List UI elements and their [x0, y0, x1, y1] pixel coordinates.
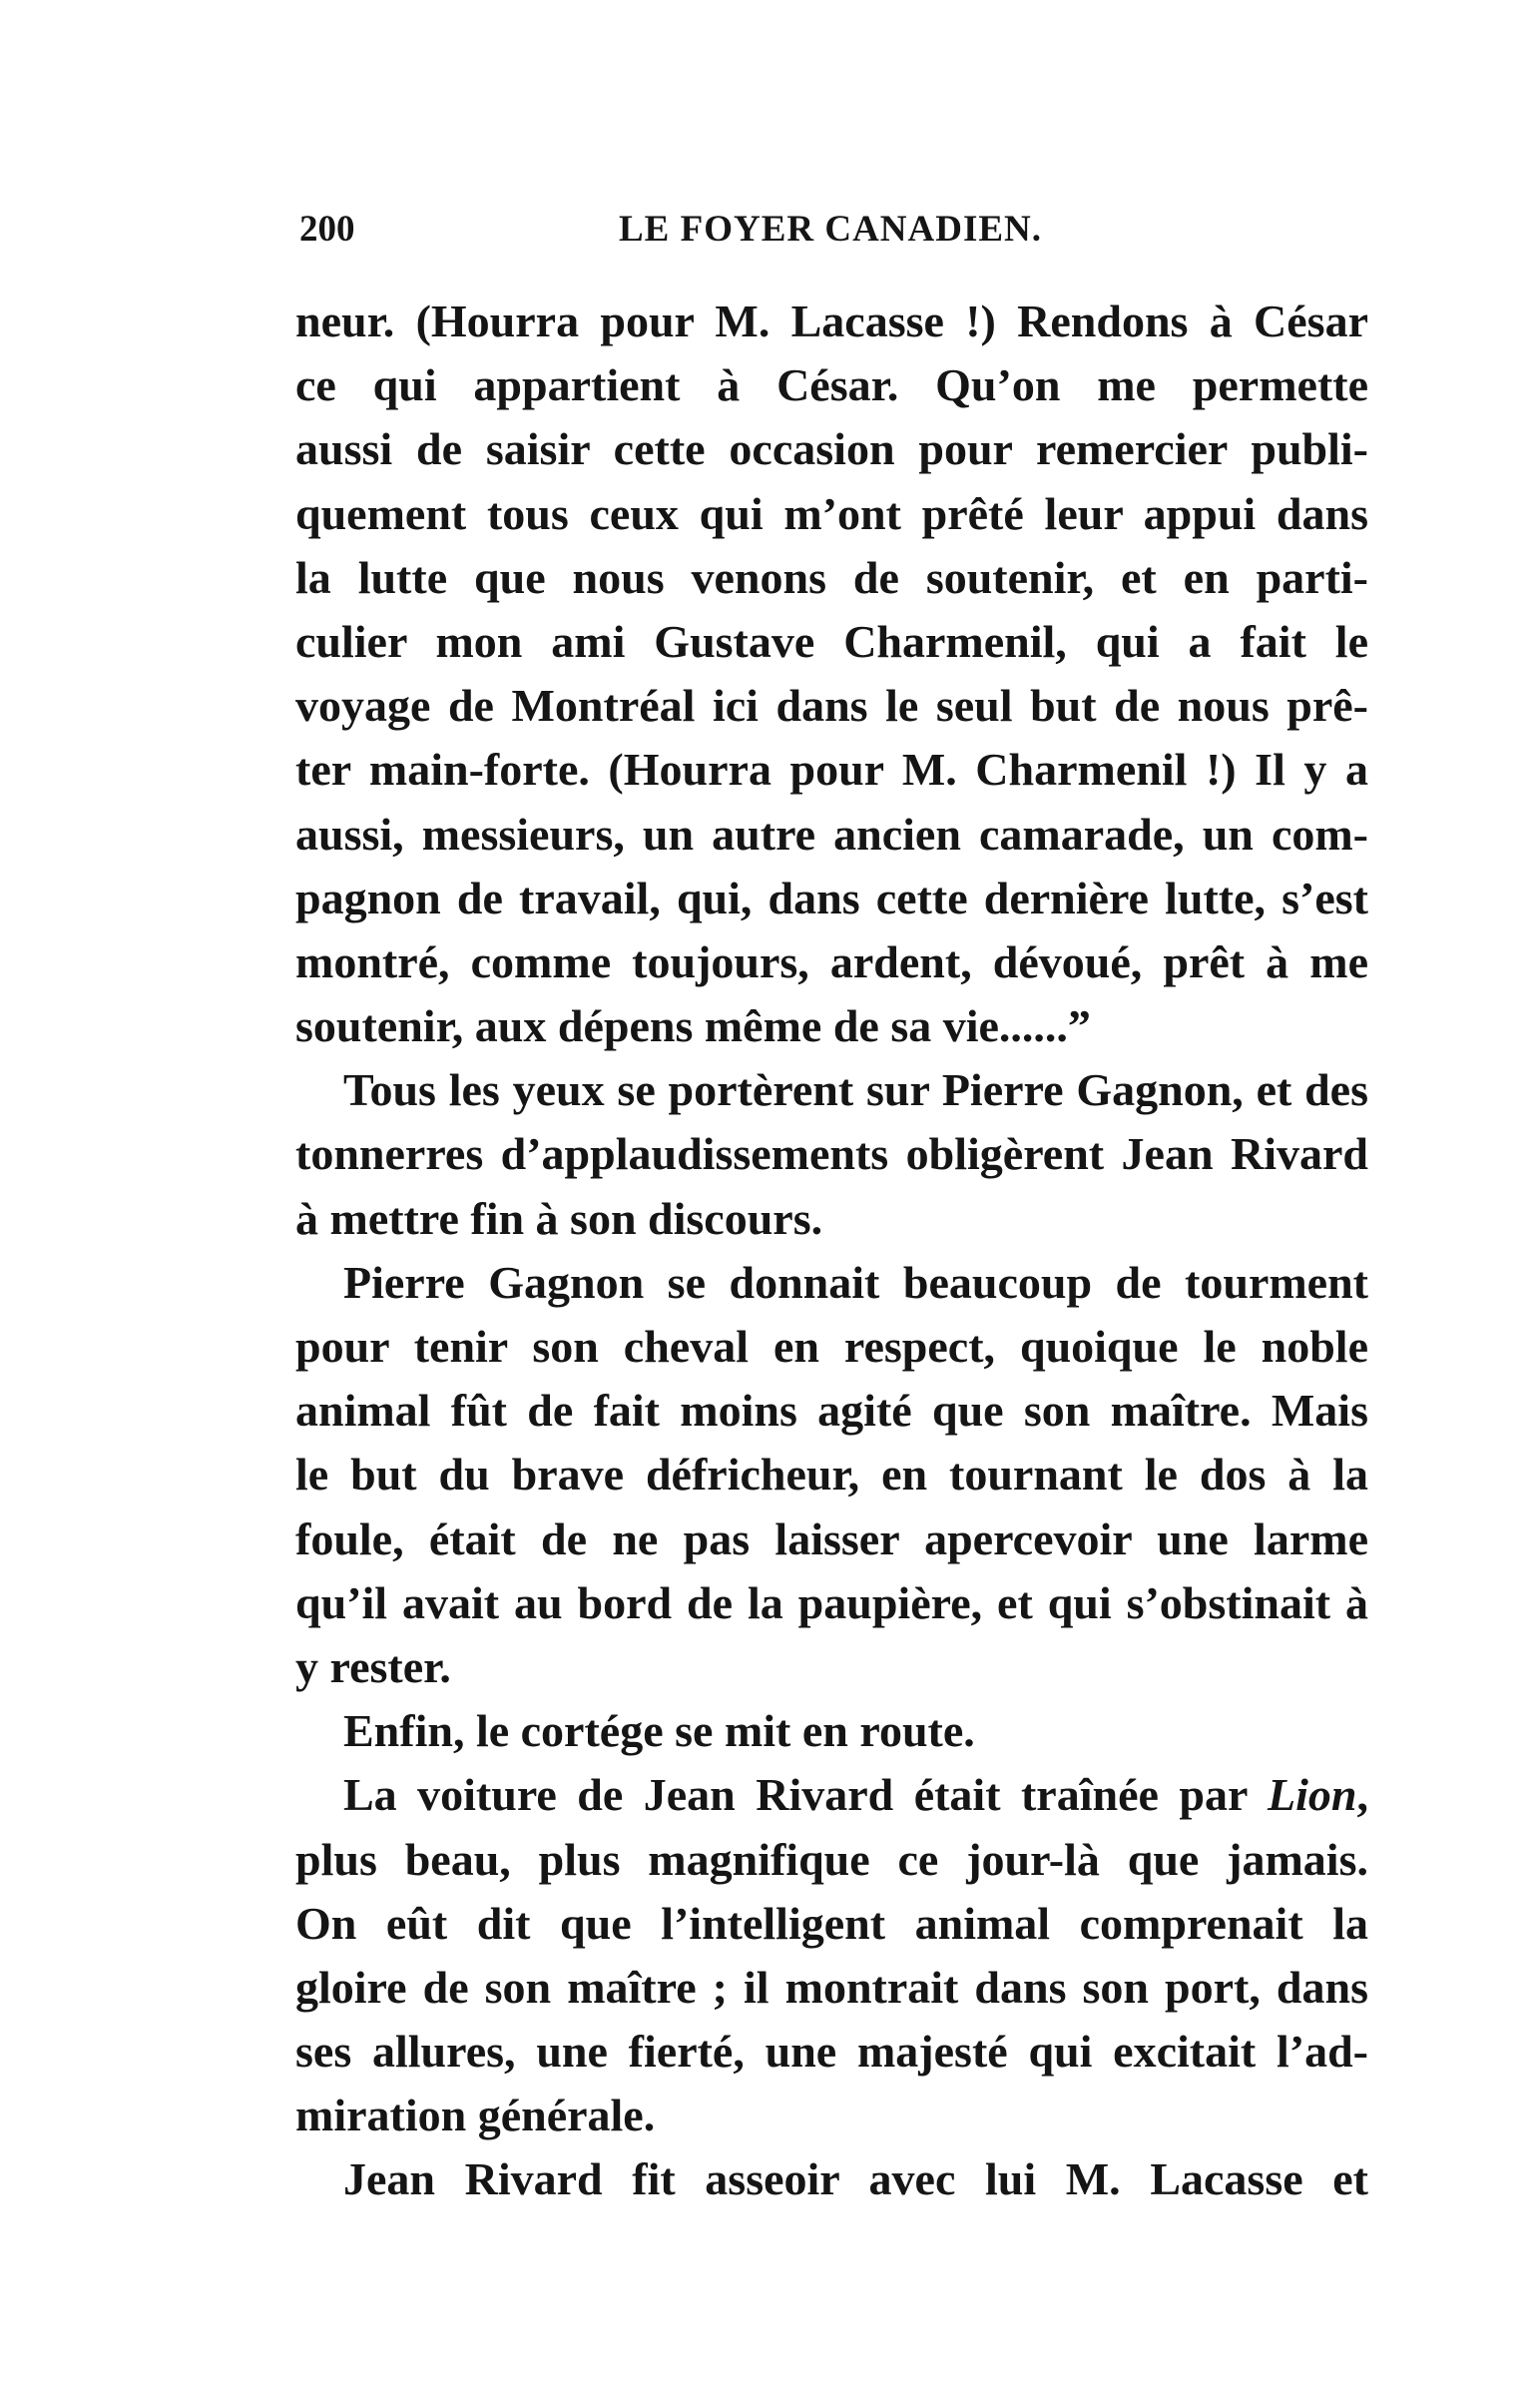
text-line: le but du brave défricheur, en tournant le dos à la	[295, 1449, 1368, 1501]
paragraph-start: Pierre Gagnon se donnait beaucoup de tourment	[343, 1256, 1368, 1308]
page-number: 200	[299, 209, 355, 250]
running-title: LE FOYER CANADIEN.	[619, 209, 1043, 250]
text-line: miration générale.	[295, 2090, 656, 2141]
text-line: neur. (Hourra pour M. Lacasse !) Rendons à César	[295, 296, 1368, 346]
text-line: ses allures, une fierté, une majesté qui excitait l’ad-	[295, 2026, 1368, 2078]
text-line: pagnon de travail, qui, dans cette dernière lutte, s’est	[295, 872, 1368, 923]
text-line: culier mon ami Gustave Charmenil, qui a fait le	[295, 615, 1368, 667]
text-line: qu’il avait au bord de la paupière, et qui s’obstinait à	[295, 1576, 1368, 1628]
text-line: On eût dit que l’intelligent animal comprenait la	[295, 1897, 1368, 1949]
text-fragment: La voiture de Jean Rivard était traînée par	[343, 1769, 1248, 1821]
text-line: ter main-forte. (Hourra pour M. Charmenil !) Il y a	[295, 744, 1368, 796]
punctuation: ,	[1356, 1769, 1368, 1821]
text-line: plus beau, plus magnifique ce jour-là que jamais.	[295, 1833, 1368, 1885]
text-line: quement tous ceux qui m’ont prêté leur appui dans	[295, 487, 1368, 539]
text-line: montré, comme toujours, ardent, dévoué, prêt à me	[295, 935, 1368, 987]
text-line: animal fût de fait moins agité que son maître. Mais	[295, 1385, 1368, 1437]
text-line: gloire de son maître ; il montrait dans son port, dans	[295, 1961, 1368, 2013]
text-line: aussi, messieurs, un autre ancien camarade, un com-	[295, 808, 1368, 860]
text-line: voyage de Montréal ici dans le seul but de nous prê-	[295, 680, 1368, 732]
text-line: aussi de saisir cette occasion pour remercier publi-	[295, 423, 1368, 475]
italic-word: Lion	[1268, 1769, 1357, 1821]
text-line: ce qui appartient à César. Qu’on me permette	[295, 359, 1368, 411]
body-text	[295, 290, 1368, 2212]
text-line: tonnerres d’applaudissements obligèrent Jean Rivard	[295, 1128, 1368, 1180]
text-line: soutenir, aux dépens même de sa vie......”	[295, 1000, 1091, 1052]
text-line: à mettre fin à son discours.	[295, 1192, 823, 1244]
paragraph-start: Jean Rivard fit asseoir avec lui M. Lacasse et	[343, 2153, 1368, 2205]
paragraph-start	[295, 1763, 1368, 1827]
paragraph-start: Enfin, le cortége se mit en route.	[343, 1705, 975, 1757]
text-line: la lutte que nous venons de soutenir, et en parti-	[295, 551, 1368, 603]
paragraph-start: Tous les yeux se portèrent sur Pierre Gagnon, et des	[343, 1064, 1368, 1116]
text-line: y rester.	[295, 1640, 451, 1692]
text-line: foule, était de ne pas laisser apercevoir une larme	[295, 1512, 1368, 1564]
running-header	[299, 208, 1367, 268]
text-line: pour tenir son cheval en respect, quoique le noble	[295, 1321, 1368, 1372]
